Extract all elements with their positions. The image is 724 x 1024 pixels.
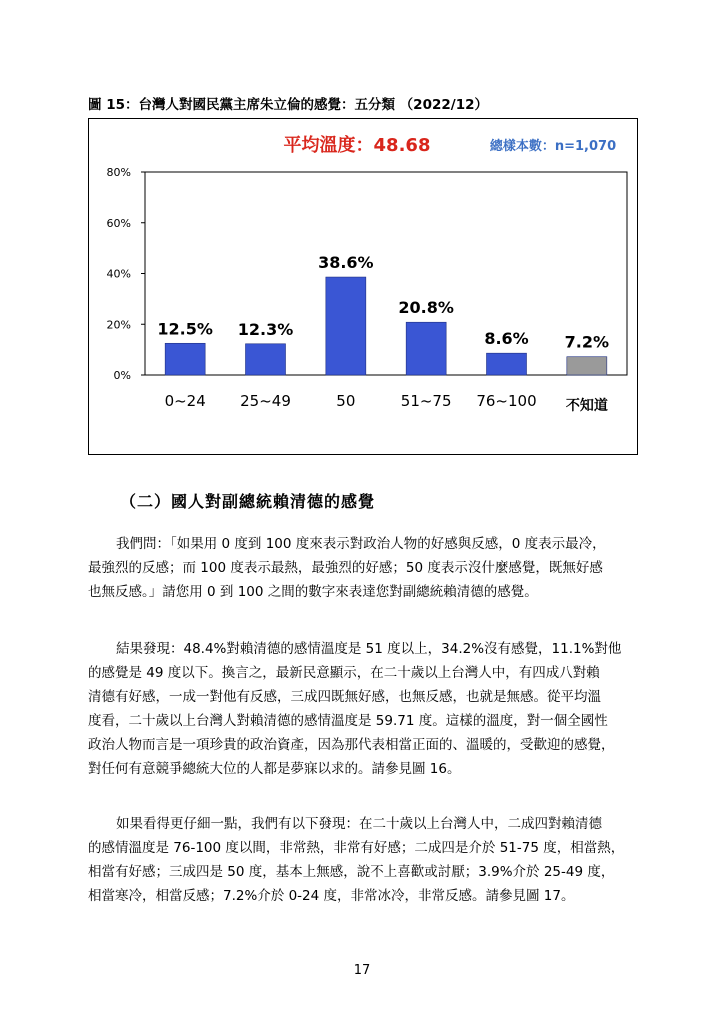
paragraph-2 [88,637,648,781]
x-tick-label: 不知道 [565,398,608,414]
paragraph-line: 最強烈的反感；而 100 度表示最熱，最強烈的好感；50 度表示沒什麼感覺，既無好感 [88,560,603,576]
section-heading: （二）國人對副總統賴清德的感覺 [120,492,376,511]
bar-chart [89,119,637,454]
paragraph-line: 清德有好感，一成一對他有反感，三成四既無好感，也無反感，也就是無感。從平均溫 [88,689,601,705]
y-axis [107,166,145,382]
sample-size-label: 總樣本數：n=1,070 [489,139,617,154]
bar-value-label: 7.2% [564,332,610,352]
page-number: 17 [353,963,371,978]
paragraph-line: 度看，二十歲以上台灣人對賴清德的感情溫度是 59.71 度。這樣的溫度，對一個全國性 [88,713,608,729]
bar-value-label: 12.3% [237,319,294,339]
bar [487,353,527,375]
paragraph-line: 我們問：「如果用 0 度到 100 度來表示對政治人物的好感與反感，0 度表示最冷， [116,536,606,552]
paragraph-line: 政治人物而言是一項珍貴的政治資產，因為那代表相當正面的、溫暖的，受歡迎的感覺， [88,737,615,753]
chart-frame [88,118,638,455]
paragraph-line: 如果看得更仔細一點，我們有以下發現：在二十歲以上台灣人中，二成四對賴清德 [116,816,602,832]
bar-series [157,253,609,375]
bar-value-label: 38.6% [318,253,374,273]
x-axis [165,392,608,414]
bar [246,344,286,375]
average-temperature-label: 平均溫度：48.68 [283,135,431,156]
figure-caption: 圖 15：台灣人對國民黨主席朱立倫的感覺：五分類 （2022/12） [88,97,488,113]
bar [326,277,366,375]
bar-value-label: 12.5% [157,319,213,339]
x-tick-label: 25~49 [240,392,291,410]
x-tick-label: 0~24 [164,392,206,410]
x-tick-label: 51~75 [400,392,452,410]
bar [165,343,205,375]
y-tick-label: 60% [106,216,131,230]
paragraph-line: 相當有好感；三成四是 50 度，基本上無感，說不上喜歡或討厭；3.9%介於 25-49 度， [88,864,615,880]
y-tick-label: 20% [106,318,131,332]
paragraph-1 [88,532,648,604]
paragraph-line: 結果發現：48.4%對賴清德的感情溫度是 51 度以上，34.2%沒有感覺，11.1%對他 [116,641,622,657]
paragraph-line: 相當寒冷，相當反感；7.2%介於 0-24 度，非常冰冷，非常反感。請參見圖 17。 [88,888,575,904]
x-tick-label: 76~100 [476,392,537,410]
paragraph-line: 也無反感。」請您用 0 到 100 之間的數字來表達您對副總統賴清德的感覺。 [88,584,538,600]
x-tick-label: 50 [336,392,356,410]
paragraph-line: 的感情溫度是 76-100 度以間，非常熱，非常有好感；二成四是介於 51-75 度，相當熱， [88,840,625,856]
bar [567,357,607,375]
y-tick-label: 0% [113,369,131,382]
bar-value-label: 8.6% [484,329,529,349]
paragraph-line: 的感覺是 49 度以下。換言之，最新民意顯示，在二十歲以上台灣人中，有四成八對賴 [88,665,600,681]
paragraph-3 [88,812,648,908]
y-tick-label: 40% [106,267,131,281]
plot-area [145,172,627,375]
bar [406,322,446,375]
bar-value-label: 20.8% [398,298,454,318]
y-tick-label: 80% [106,166,131,179]
paragraph-line: 對任何有意競爭總統大位的人都是夢寐以求的。請參見圖 16。 [88,761,461,777]
